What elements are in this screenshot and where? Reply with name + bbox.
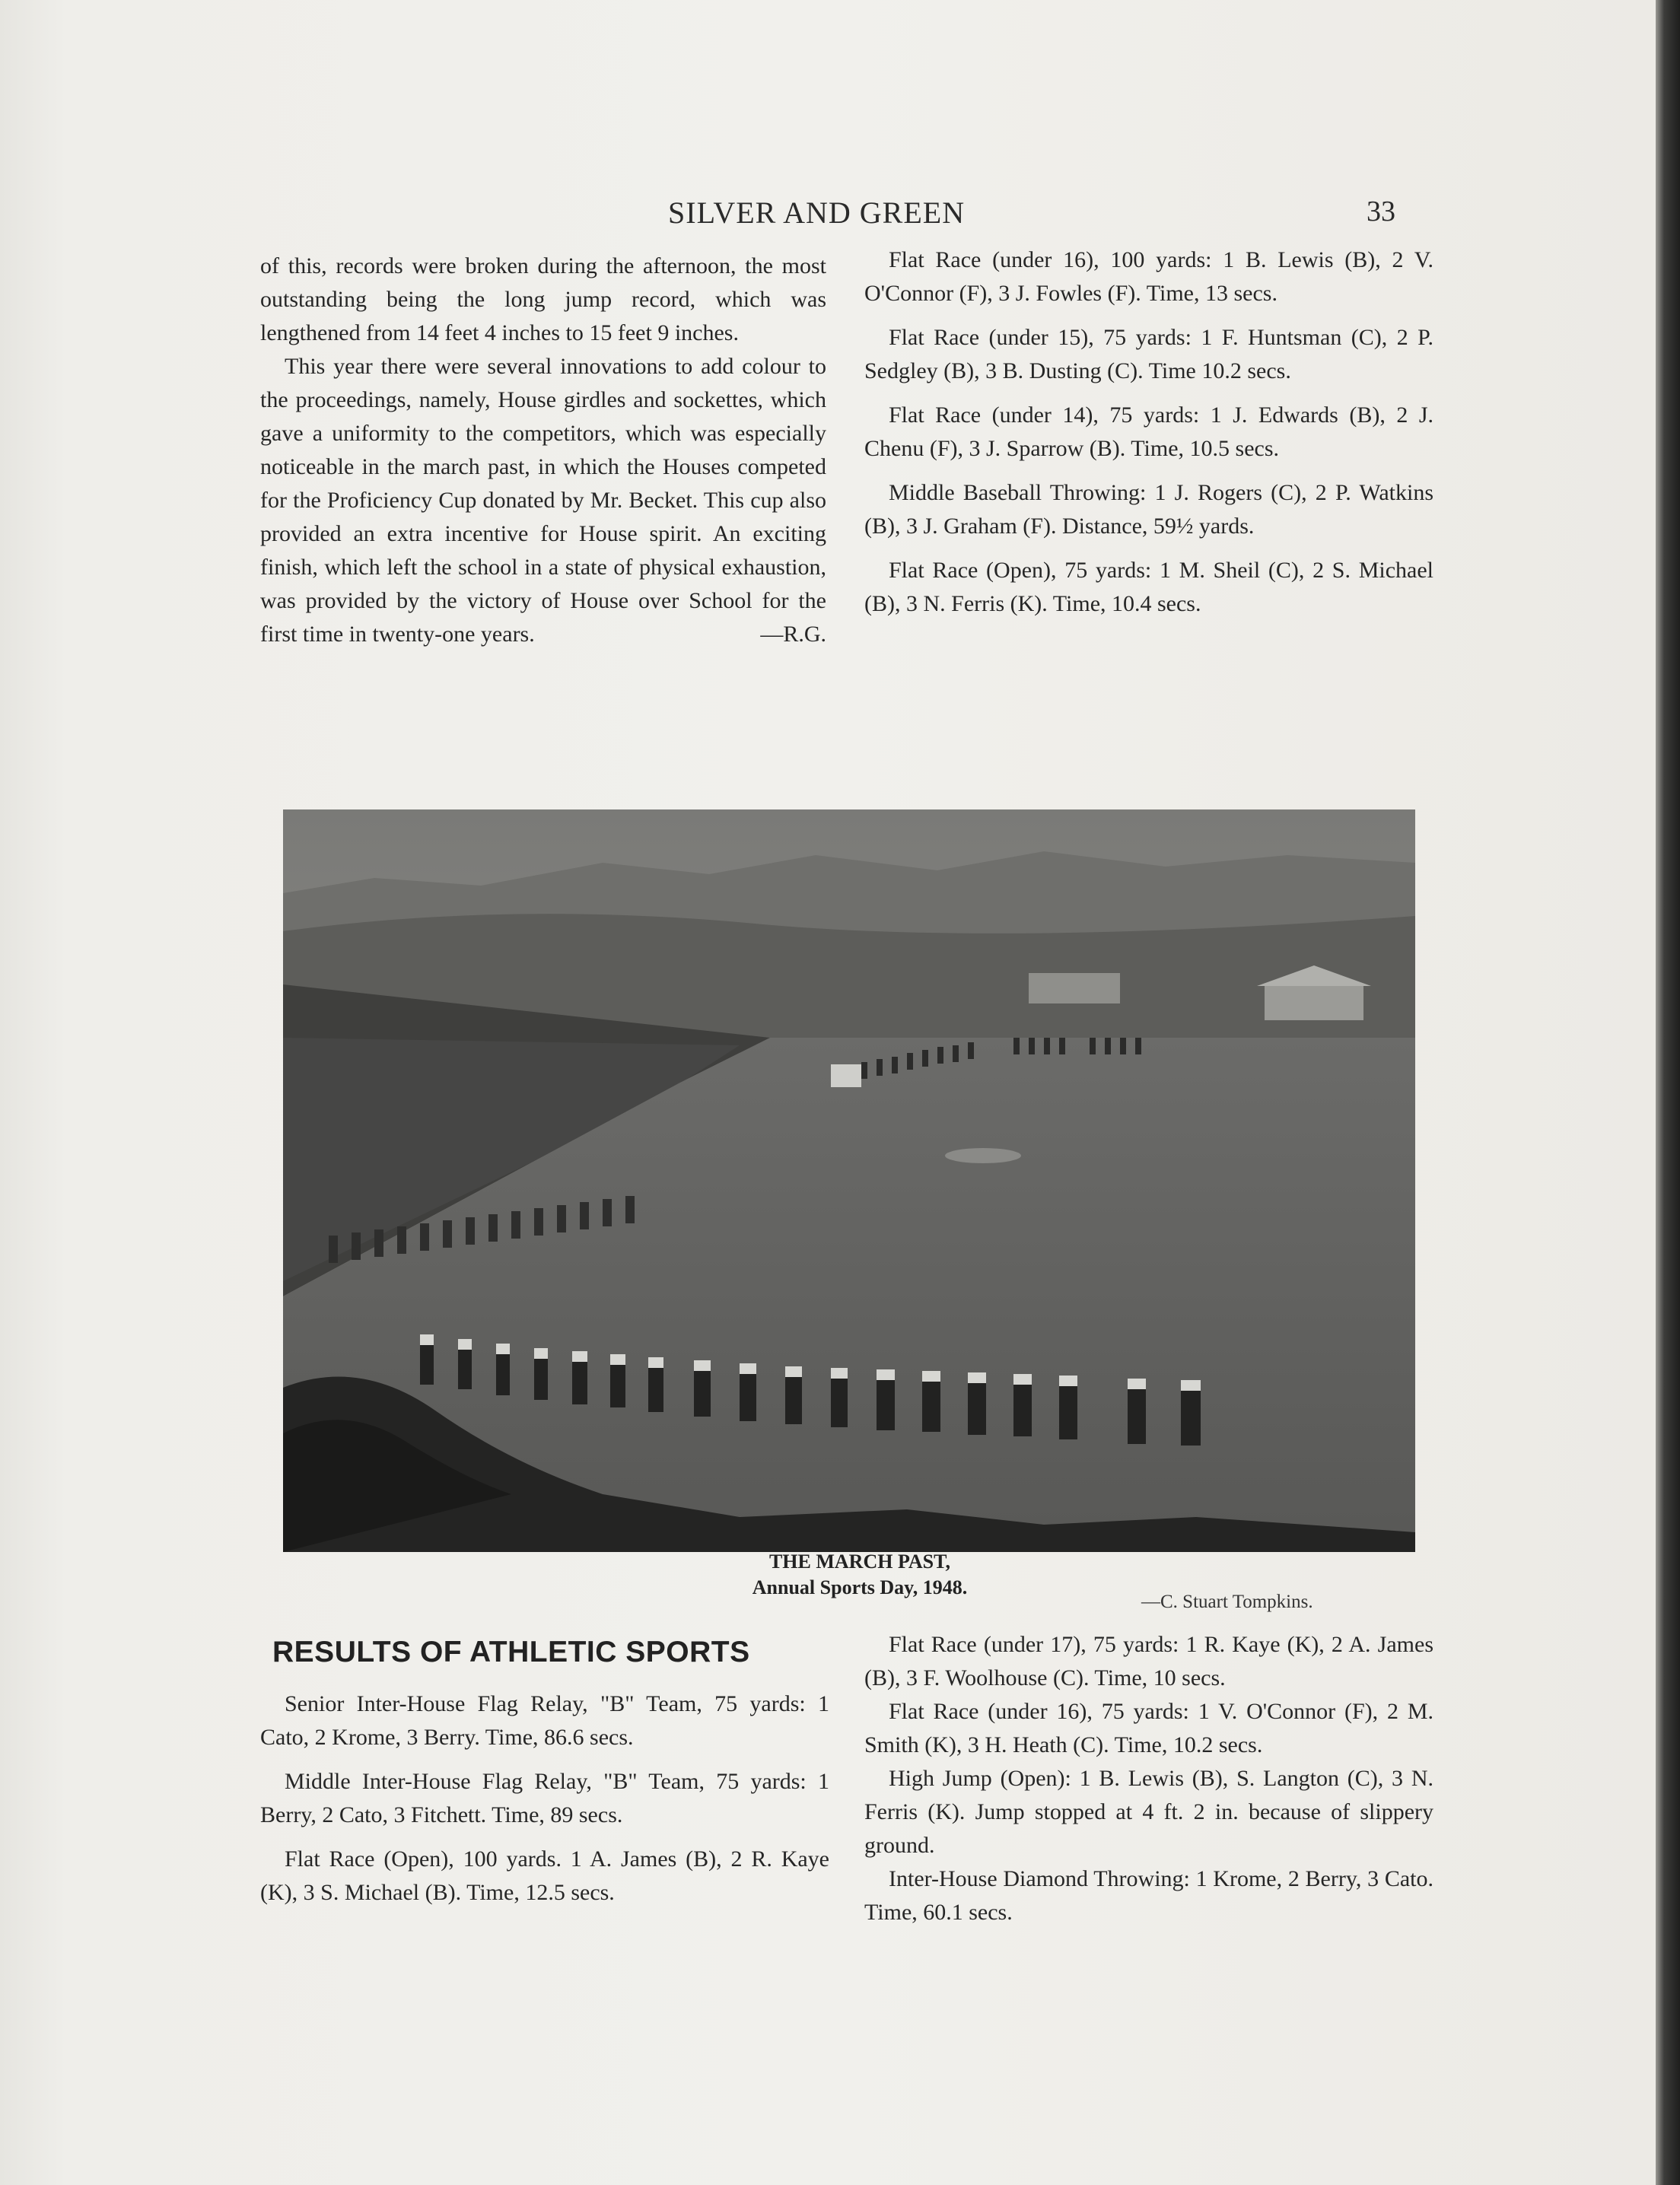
result-item: Flat Race (under 17), 75 yards: 1 R. Kaye (K), 2 A. James (B), 3 F. Woolhouse (C). Time, 10 secs. xyxy=(864,1632,1433,1690)
author-signature: —R.G. xyxy=(760,622,826,647)
results-continued-column xyxy=(864,243,1433,621)
caption-subtitle: Annual Sports Day, 1948. xyxy=(752,1576,968,1598)
result-item: Flat Race (under 16), 100 yards: 1 B. Lewis (B), 2 V. O'Connor (F), 3 J. Fowles (F). Time, 13 secs. xyxy=(864,247,1433,306)
photo-credit: —C. Stuart Tompkins. xyxy=(1141,1592,1313,1612)
book-binding-edge xyxy=(1656,0,1680,2185)
result-item: Flat Race (under 15), 75 yards: 1 F. Huntsman (C), 2 P. Sedgley (B), 3 B. Dusting (C). Time 10.2 secs. xyxy=(864,325,1433,383)
result-item: Flat Race (under 16), 75 yards: 1 V. O'Connor (F), 2 M. Smith (K), 3 H. Heath (C). Time, 10.2 secs. xyxy=(864,1699,1433,1757)
intro-paragraph-2: This year there were several innovations to add colour to the proceedings, namely, House girdles and sockettes, which gave a uniformity to the competitors, which was especially noticeable in the march past, in which the Houses competed for the Proficiency Cup donated by Mr. Becket. This cup also provided an extra incentive for House spirit. An exciting finish, which left the school in a state of physical exhaustion, was provided by the victory of House over School for the first time in twenty-one years. xyxy=(260,354,826,647)
results-right-column xyxy=(864,1628,1433,1929)
caption-title: THE MARCH PAST, xyxy=(768,1550,951,1573)
result-item: Inter-House Diamond Throwing: 1 Krome, 2 Berry, 3 Cato. Time, 60.1 secs. xyxy=(864,1866,1433,1925)
intro-paragraph-1: of this, records were broken during the afternoon, the most outstanding being the long jump record, which was lengthened from 14 feet 4 inches to 15 feet 9 inches. xyxy=(260,253,826,345)
section-heading: RESULTS OF ATHLETIC SPORTS xyxy=(272,1636,750,1668)
results-left-column xyxy=(260,1687,829,1910)
intro-column xyxy=(260,250,826,651)
result-item: Middle Baseball Throwing: 1 J. Rogers (C), 2 P. Watkins (B), 3 J. Graham (F). Distance, 59½ yards. xyxy=(864,480,1433,539)
result-item: Flat Race (under 14), 75 yards: 1 J. Edwards (B), 2 J. Chenu (F), 3 J. Sparrow (B). Time, 10.5 secs. xyxy=(864,402,1433,461)
result-item: Senior Inter-House Flag Relay, "B" Team, 75 yards: 1 Cato, 2 Krome, 3 Berry. Time, 86.6 secs. xyxy=(260,1691,829,1750)
photo-caption xyxy=(685,1549,1035,1601)
march-past-photo xyxy=(283,809,1415,1552)
running-header: SILVER AND GREEN xyxy=(668,196,966,230)
result-item: Flat Race (Open), 75 yards: 1 M. Sheil (C), 2 S. Michael (B), 3 N. Ferris (K). Time, 10.4 secs. xyxy=(864,558,1433,616)
page-number: 33 xyxy=(1367,196,1395,227)
result-item: Middle Inter-House Flag Relay, "B" Team, 75 yards: 1 Berry, 2 Cato, 3 Fitchett. Time, 89 secs. xyxy=(260,1769,829,1827)
result-item: Flat Race (Open), 100 yards. 1 A. James (B), 2 R. Kaye (K), 3 S. Michael (B). Time, 12.5 secs. xyxy=(260,1846,829,1905)
result-item: High Jump (Open): 1 B. Lewis (B), S. Langton (C), 3 N. Ferris (K). Jump stopped at 4 ft. 2 in. because of slippery ground. xyxy=(864,1766,1433,1858)
